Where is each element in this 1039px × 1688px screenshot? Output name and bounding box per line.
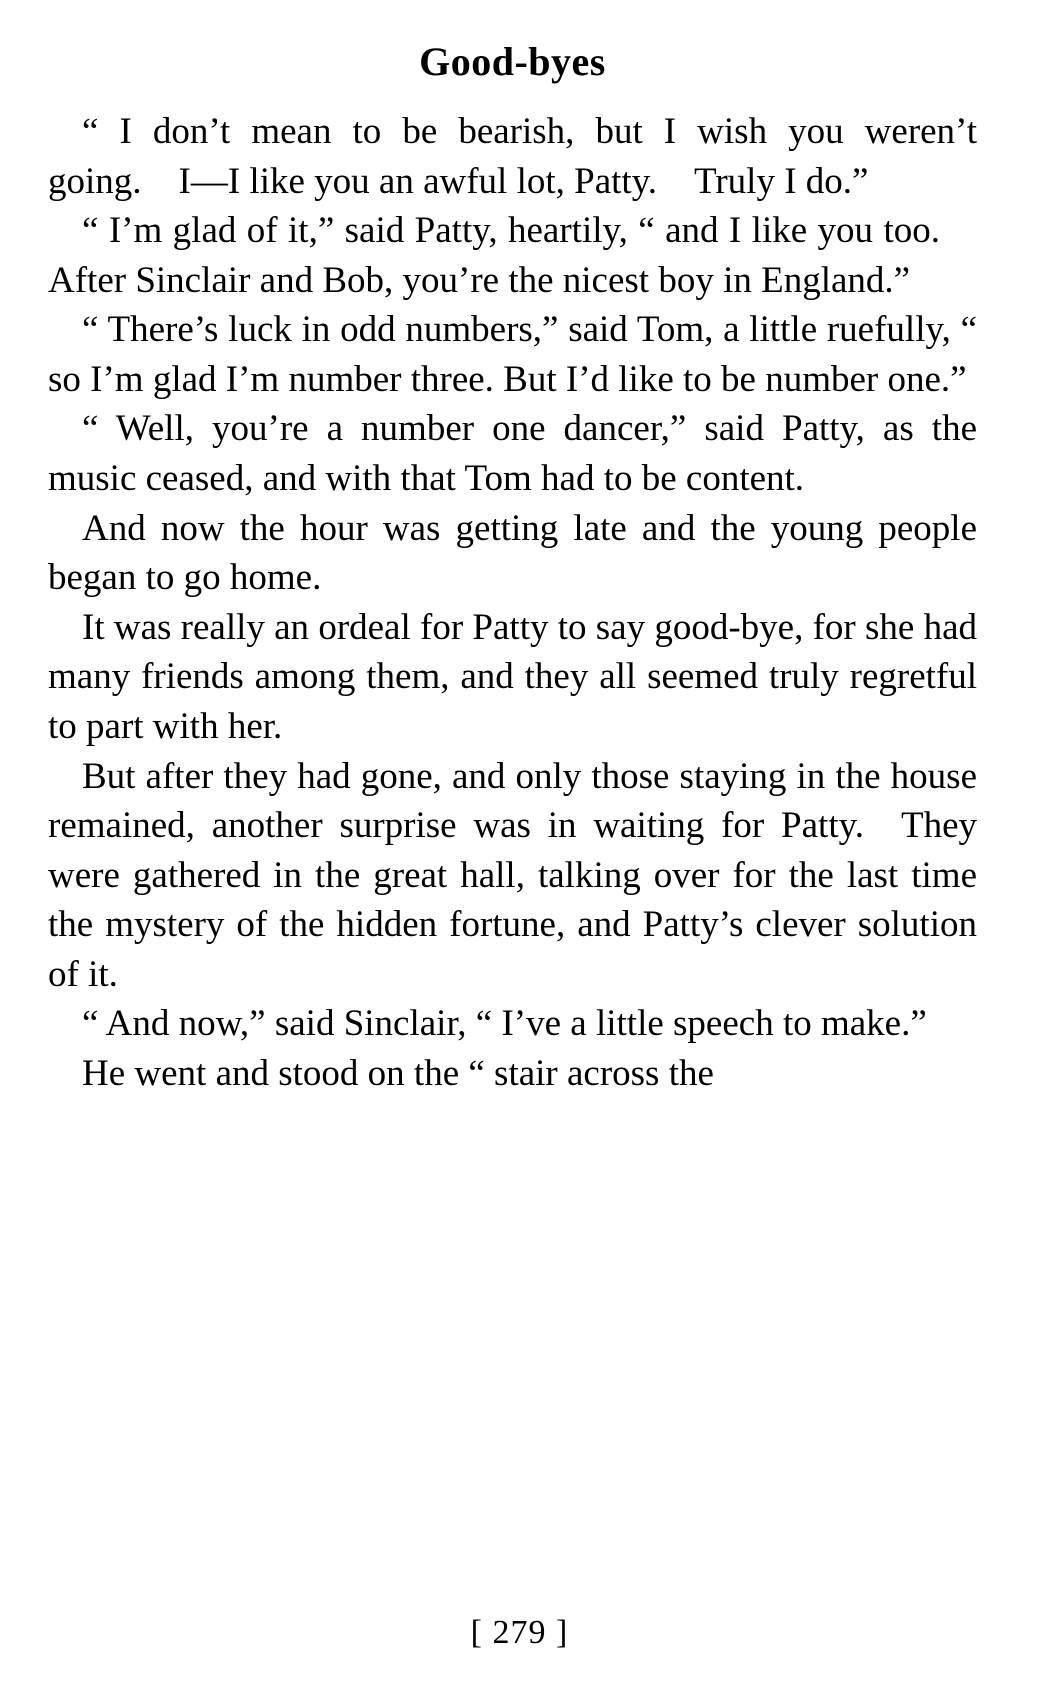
- page-body: [48, 107, 977, 1099]
- page-title: Good-byes: [419, 39, 606, 84]
- page-number: [ 279 ]: [470, 1614, 569, 1651]
- paragraph: He went and stood on the “ stair across the: [82, 1052, 714, 1094]
- paragraph: “ Well, you’re a number one dancer,” said Patty, as the music ceased, and with that Tom had to be content.: [48, 408, 977, 500]
- paragraph: “ I’m glad of it,” said Patty, heartily, “ and I like you too. After Sinclair and Bob, you’re the nicest boy in England.”: [48, 210, 977, 301]
- paragraph: “ And now,” said Sinclair, “ I’ve a little speech to make.”: [82, 1003, 927, 1045]
- paragraph: And now the hour was getting late and the young people began to go home.: [48, 507, 977, 599]
- paragraph: It was really an ordeal for Patty to say good-bye, for she had many friends among them, and they all seemed truly regretful to part with her.: [48, 606, 977, 747]
- paragraph: But after they had gone, and only those staying in the house remained, another surprise was in waiting for Patty. They were gathered in the great hall, talking over for the last time the mystery of the hidden fortune, and Patty’s clever solution of it.: [48, 755, 977, 995]
- paragraph: “ There’s luck in odd numbers,” said Tom, a little ruefully, “ so I’m glad I’m number three. But I’d like to be number one.”: [48, 309, 977, 400]
- paragraph: “ I don’t mean to be bearish, but I wish you weren’t going. I—I like you an awful lot, Patty. Truly I do.”: [48, 111, 977, 202]
